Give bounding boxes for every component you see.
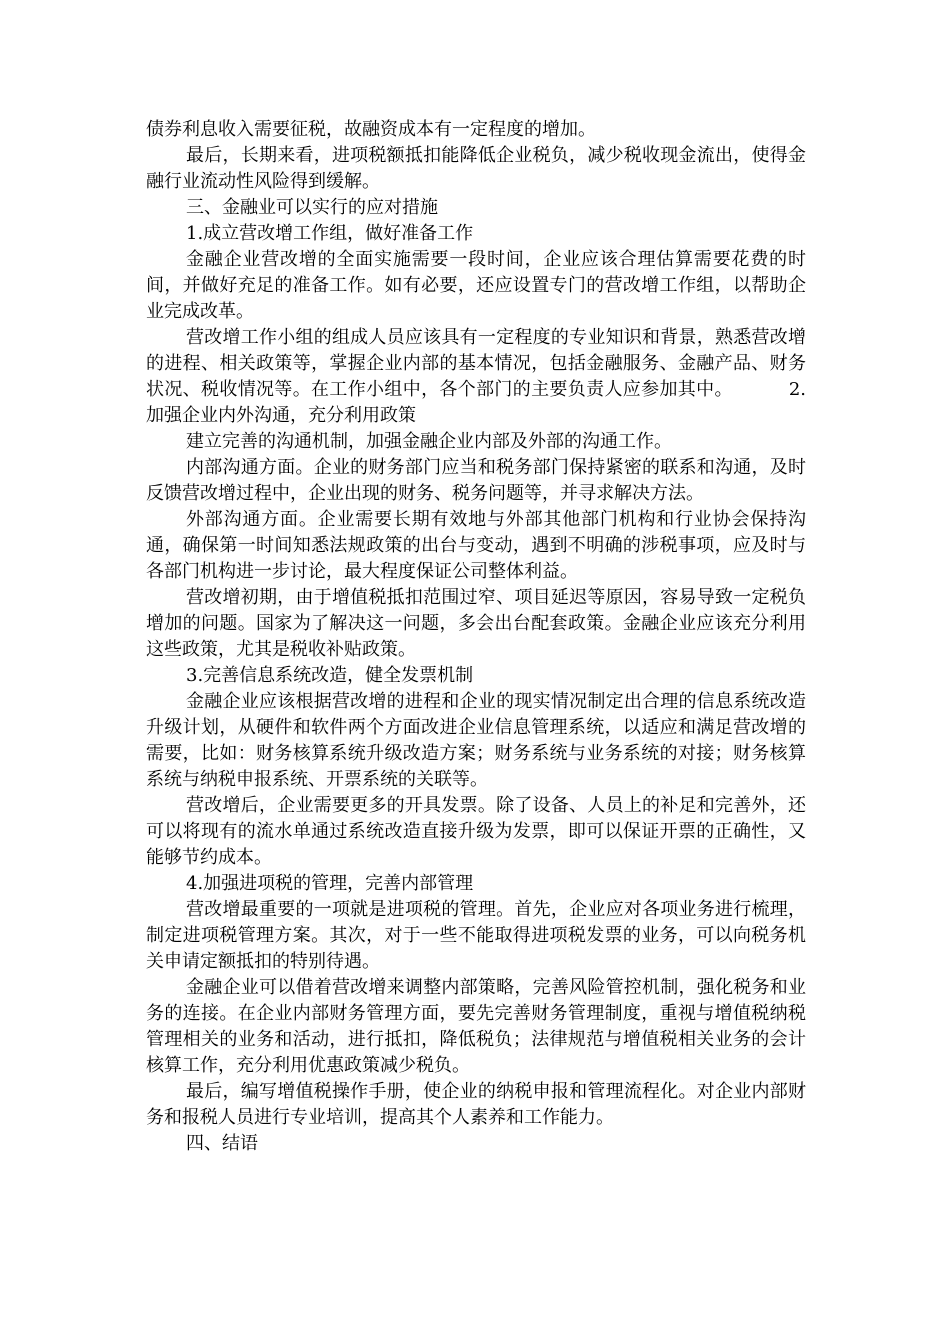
paragraph: 建立完善的沟通机制，加强金融企业内部及外部的沟通工作。 <box>186 431 672 452</box>
subsection-heading: 3.完善信息系统改造，健全发票机制 <box>186 665 474 686</box>
paragraph: 营改增最重要的一项就是进项税的管理。首先，企业应对各项业务进行梳理，制定进项税管理方案。其次，对于一些不能取得进项税发票的业务，可以向税务机关申请定额抵扣的特别待遇。 <box>146 899 806 972</box>
subsection-heading: 2.加强企业内外沟通，充分利用政策 <box>146 379 806 426</box>
paragraph: 金融企业营改增的全面实施需要一段时间，企业应该合理估算需要花费的时间，并做好充足的准备工作。如有必要，还应设置专门的营改增工作组，以帮助企业完成改革。 <box>146 249 806 322</box>
section-heading: 三、金融业可以实行的应对措施 <box>186 197 438 218</box>
paragraph-text: 营改增工作小组的组成人员应该具有一定程度的专业知识和背景，熟悉营改增的进程、相关政策等，掌握企业内部的基本情况，包括金融服务、金融产品、财务状况、税收情况等。在工作小组中，各个部门的主要负责人应参加其中。 <box>146 327 806 400</box>
paragraph: 内部沟通方面。企业的财务部门应当和税务部门保持紧密的联系和沟通，及时反馈营改增过程中，企业出现的财务、税务问题等，并寻求解决方法。 <box>146 457 806 504</box>
subsection-heading: 1.成立营改增工作组，做好准备工作 <box>186 223 474 244</box>
paragraph: 金融企业可以借着营改增来调整内部策略，完善风险管控机制，强化税务和业务的连接。在企业内部财务管理方面，要先完善财务管理制度，重视与增值税纳税管理相关的业务和活动，进行抵扣，降低税负；法律规范与增值税相关业务的会计核算工作，充分利用优惠政策减少税负。 <box>146 977 806 1076</box>
paragraph <box>146 325 806 429</box>
paragraph: 外部沟通方面。企业需要长期有效地与外部其他部门机构和行业协会保持沟通，确保第一时间知悉法规政策的出台与变动，遇到不明确的涉税事项，应及时与各部门机构进一步讨论，最大程度保证公司整体利益。 <box>146 509 806 582</box>
paragraph: 营改增后，企业需要更多的开具发票。除了设备、人员上的补足和完善外，还可以将现有的流水单通过系统改造直接升级为发票，即可以保证开票的正确性，又能够节约成本。 <box>146 795 806 868</box>
document-page <box>146 117 806 1157</box>
subsection-heading: 4.加强进项税的管理，完善内部管理 <box>186 873 474 894</box>
paragraph: 金融企业应该根据营改增的进程和企业的现实情况制定出合理的信息系统改造升级计划，从硬件和软件两个方面改进企业信息管理系统，以适应和满足营改增的需要，比如：财务核算系统升级改造方案；财务系统与业务系统的对接；财务核算系统与纳税申报系统、开票系统的关联等。 <box>146 691 806 790</box>
paragraph: 最后，编写增值税操作手册，使企业的纳税申报和管理流程化。对企业内部财务和报税人员进行专业培训，提高其个人素养和工作能力。 <box>146 1081 806 1128</box>
paragraph: 营改增初期，由于增值税抵扣范围过窄、项目延迟等原因，容易导致一定税负增加的问题。国家为了解决这一问题，多会出台配套政策。金融企业应该充分利用这些政策，尤其是税收补贴政策。 <box>146 587 806 660</box>
paragraph: 债券利息收入需要征税，故融资成本有一定程度的增加。 <box>146 119 596 140</box>
section-heading: 四、结语 <box>186 1133 258 1154</box>
paragraph: 最后，长期来看，进项税额抵扣能降低企业税负，减少税收现金流出，使得金融行业流动性风险得到缓解。 <box>146 145 806 192</box>
